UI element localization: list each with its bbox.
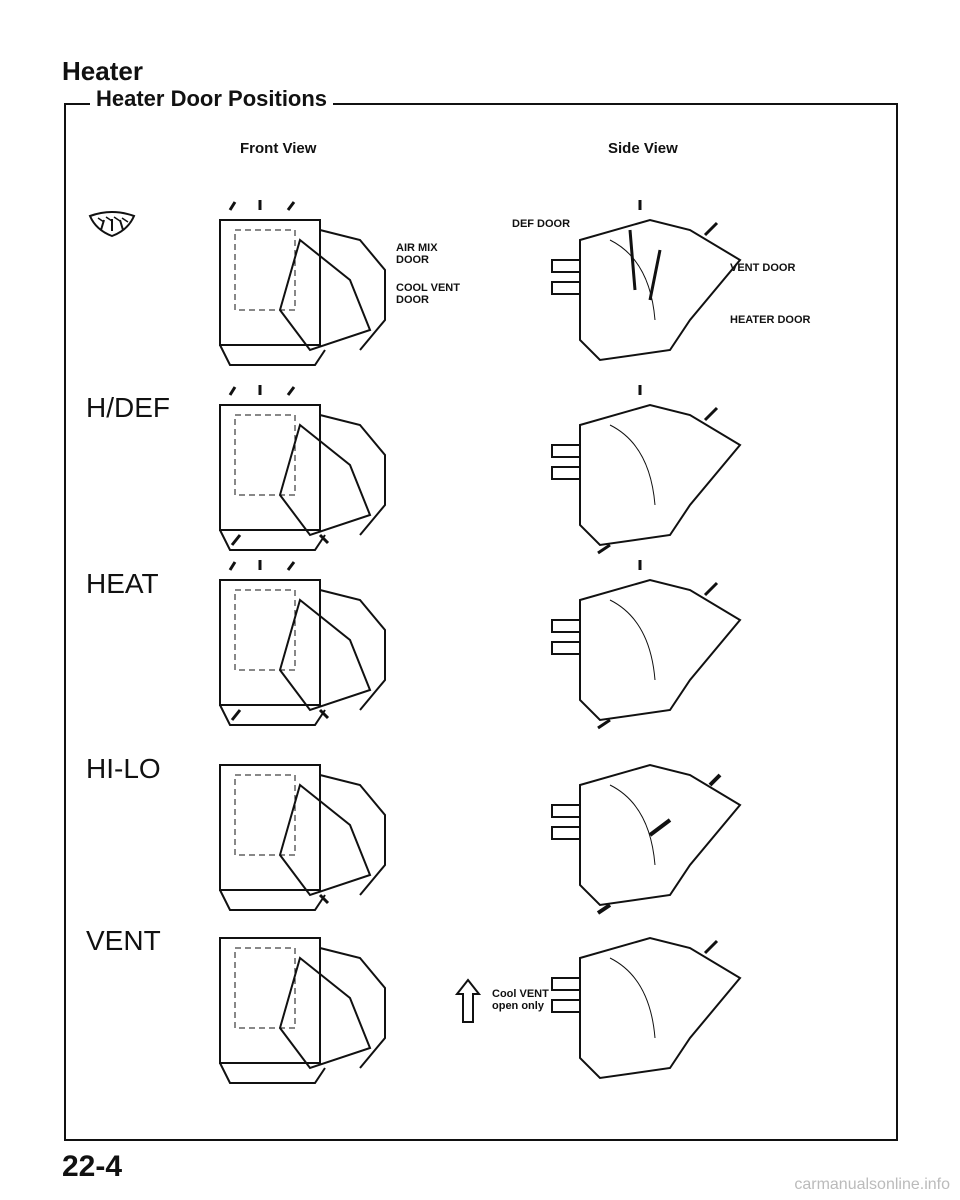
front-view-diagram-heat <box>200 560 400 730</box>
watermark: carmanualsonline.info <box>794 1176 950 1193</box>
vent-door-label: VENT DOOR <box>730 262 796 274</box>
side-view-header: Side View <box>608 140 678 157</box>
side-view-diagram-hilo <box>540 745 760 915</box>
side-view-diagram-vent <box>540 918 760 1088</box>
section-title: Heater <box>62 56 143 86</box>
diagram-frame <box>64 103 898 1141</box>
outline-up-arrow-icon <box>455 978 481 1024</box>
side-view-diagram-def <box>540 200 760 370</box>
side-view-diagram-hdef <box>540 385 760 555</box>
defrost-icon <box>86 210 138 238</box>
mode-label-hilo: HI-LO <box>86 753 161 784</box>
air-mix-door-label: AIR MIX DOOR <box>396 242 438 266</box>
mode-label-hdef: H/DEF <box>86 392 170 423</box>
mode-label-vent: VENT <box>86 925 161 956</box>
front-view-diagram-hdef <box>200 385 400 555</box>
front-view-header: Front View <box>240 140 317 157</box>
def-door-label: DEF DOOR <box>512 218 571 230</box>
side-view-diagram-heat <box>540 560 760 730</box>
front-view-diagram-vent <box>200 918 400 1088</box>
front-view-diagram-def <box>200 200 400 370</box>
front-view-diagram-hilo <box>200 745 400 915</box>
cool-vent-note: Cool VENT open only <box>492 988 549 1012</box>
mode-label-heat: HEAT <box>86 568 159 599</box>
cool-vent-door-label: COOL VENT DOOR <box>396 282 460 306</box>
heater-door-label: HEATER DOOR <box>730 314 811 326</box>
page-number: 22-4 <box>62 1150 123 1183</box>
subsection-title: Heater Door Positions <box>90 86 333 112</box>
